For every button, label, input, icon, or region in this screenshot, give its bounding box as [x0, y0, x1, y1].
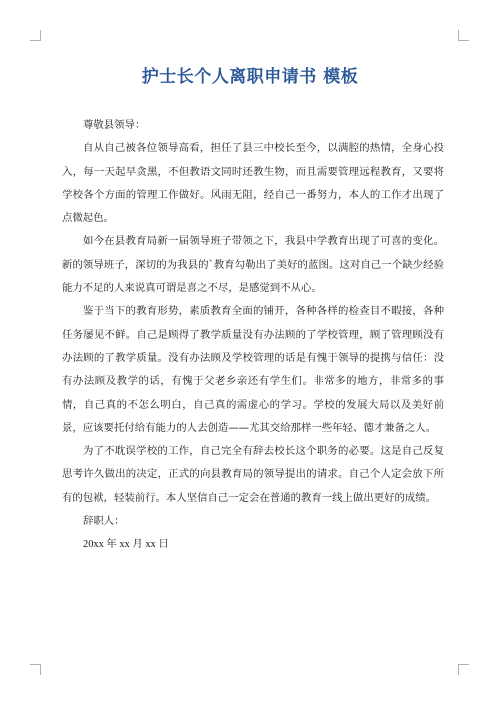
- crop-mark-bottom-left: [30, 664, 41, 675]
- greeting: 尊敬县领导：: [83, 119, 146, 131]
- paragraph-4: 为了不耽误学校的工作，自己完全有辞去校长这个职务的必要。这是自己反复思考许久做出的决定，正式的向县教育局的领导提出的请求。自己个人定会放下所有的包袱，轻装前行。本人坚信自己一定会在普通的教育一线上做出更好的成绩。: [62, 445, 444, 504]
- paragraph-3: 鉴于当下的教育形势，素质教育全面的铺开，各种各样的检查目不暇接，各种任务屡见不鲜。自己是顾得了教学质量没有办法顾的了学校管理，顾了管理顾没有办法顾的了教学质量。没有办法顾及学校管理的话是有愧于领导的提携与信任：没有办法顾及教学的话，有愧于父老乡亲还有学生们。非常多的地方，非常多的事情，自己真的不怎么明白，自己真的需虚心的学习。学校的发展大局以及美好前景，应该要托付给有能力的人去创造——尤其交给那样一些年轻、德才兼备之人。: [62, 305, 444, 434]
- date-line: 20xx 年 xx 月 xx 日: [83, 539, 169, 551]
- document-title: 护士长个人离职申请书 模板: [141, 67, 359, 87]
- signature-line: 辞职人：: [83, 515, 125, 528]
- document-body: [62, 114, 444, 557]
- crop-mark-top-right: [458, 30, 469, 41]
- paragraph-2: 如今在县教育局新一届领导班子带领之下，我县中学教育出现了可喜的变化。新的领导班子，深切的为我县的`教育勾勒出了美好的蓝图。这对自己一个缺少经验能力不足的人来说真可谓是喜之不尽，是感觉到不从心。: [62, 235, 444, 295]
- paragraph-1: 自从自己被各位领导高看，担任了县三中校长至今，以满腔的热情，全身心投入，每一天起早贪黑，不但教语文同时还教生物，而且需要管理远程教育，又要将学校各个方面的管理工作做好。风雨无阻，经自己一番努力，本人的工作才出现了点微起色。: [62, 142, 444, 225]
- crop-mark-top-left: [30, 30, 41, 41]
- crop-mark-bottom-right: [458, 664, 469, 675]
